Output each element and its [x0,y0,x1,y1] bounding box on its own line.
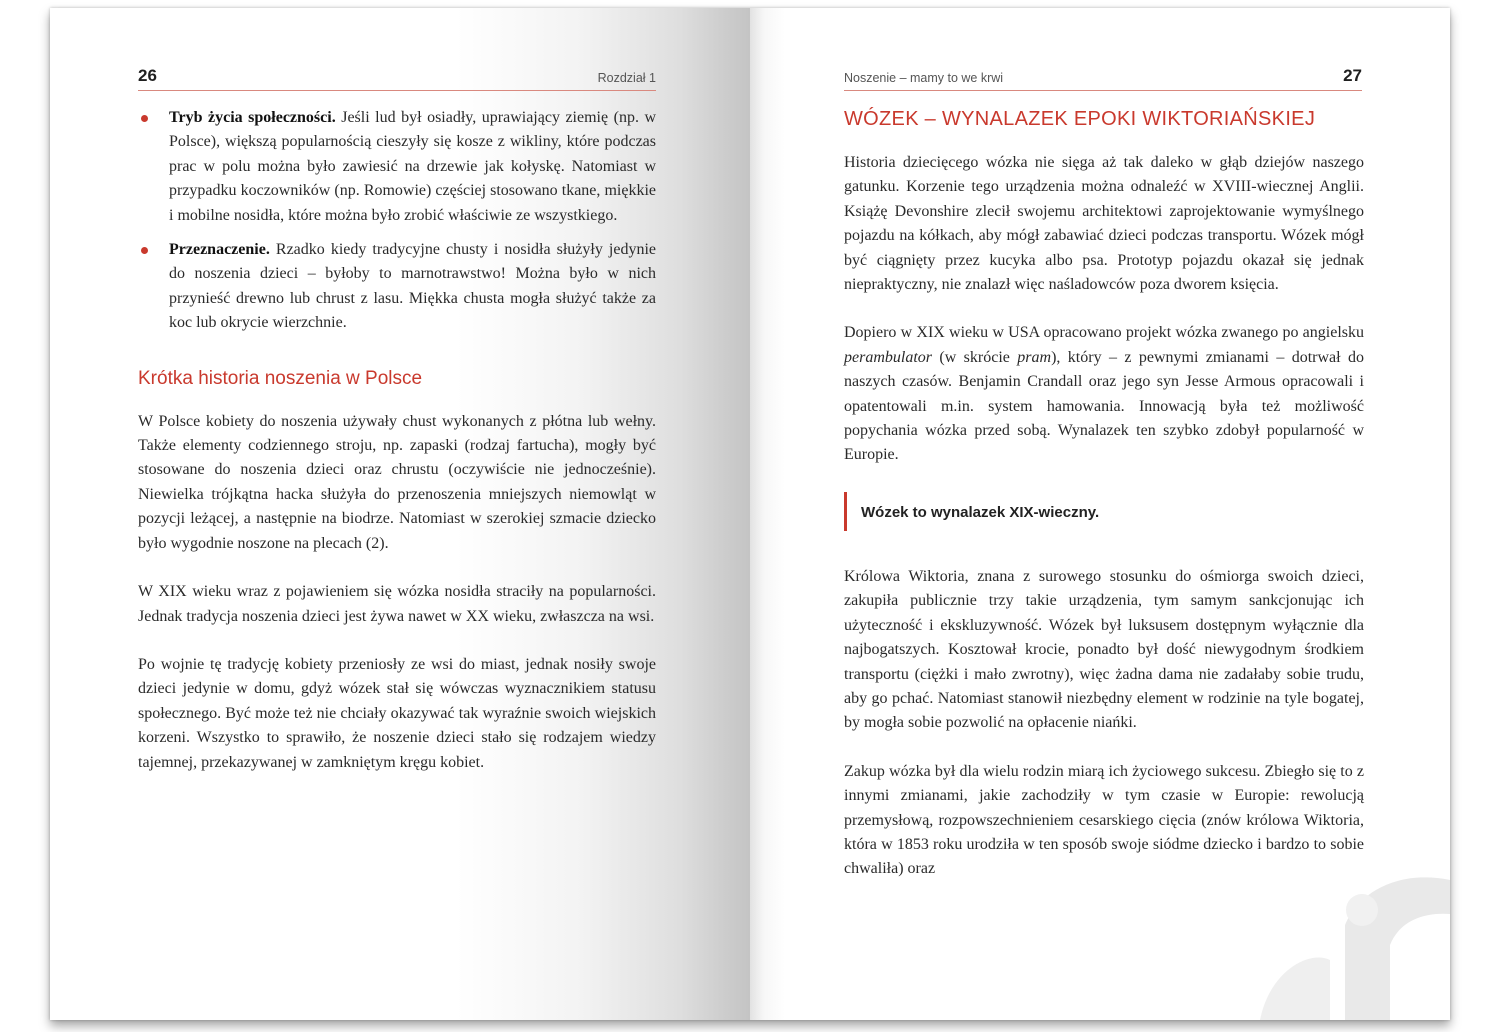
paragraph: Historia dziecięcego wózka nie sięga aż tak daleko w głąb dziejów naszego gatunku. Korzenie tego urządzenia można odnaleźć w XVIII-wiecznej Anglii. Książę Devonshire zlecił swojemu architektowi zaprojektowanie wymyślnego pojazdu na kółkach, aby mógł zabawiać dzieci podczas transportu. Wózek mógł być ciągnięty przez kucyka albo psa. Prototyp pojazdu okazał się jednak niepraktyczny, nie znalazł więc naśladowców poza dworem księcia. [844,154,1364,294]
open-book [50,8,1450,1020]
callout-box: Wózek to wynalazek XIX-wieczny. [844,492,1364,531]
running-header-left: Rozdział 1 [597,71,656,85]
italic-term: perambulator [844,348,932,366]
left-page-header [138,62,656,91]
right-page-content [844,108,1364,882]
italic-term: pram [1017,348,1052,366]
bullet-text: Jeśli lud był osiadły, uprawiający ziemię (np. w Polsce), większą popularnością cieszyły się kosze z wikliny, które podczas prac w polu można było zawiesić na drzewie jak kołyskę. Natomiast w przypadku koczowników (np. Romowie) częściej stosowano tkane, miękkie i mobilne nosidła, które można było zrobić właściwie ze wszystkiego. [169,109,657,224]
paragraph: Królowa Wiktoria, znana z surowego stosunku do ośmiorga swoich dzieci, zakupiła publicznie trzy takie urządzenia, tym samym sankcjonując ich użyteczność i ekskluzywność. Wózek był luksusem dostępnym wyłącznie dla najbogatszych. Kosztował krocie, ponadto był dość niewygodnym środkiem transportu (ciężki i mało zwrotny), więc żadna dama nie zadałaby sobie trudu, aby go pchać. Natomiast stanowił niezbędny element w rodzinie na tyle bogatej, by mogła sobie pozwolić na opłacenie niańki. [844,567,1364,732]
chapter-heading: WÓZEK – WYNALAZEK EPOKI WIKTORIAŃSKIEJ [844,108,1316,130]
right-page [750,8,1450,1020]
page-number-left: 26 [138,66,157,85]
watermark-logo-icon [1250,850,1450,1020]
bullet-dot-icon [141,115,148,122]
text-run: (w skrócie [932,348,1018,366]
running-header-right: Noszenie – mamy to we krwi [844,71,1004,85]
text-run: ), który – z pewnymi zmianami – dotrwał do naszych czasów. Benjamin Crandall oraz jego syn Jesse Armous opracowali i opatentowali m.in. system hamowania. Innowacją była też możliwość popychania wózka przed sobą. Wynalazek ten szybko zdobył popularność w Europie. [844,348,1364,464]
section-heading: Krótka historia noszenia w Polsce [138,367,423,389]
list-item [138,238,656,336]
list-item [138,106,656,228]
text-run: Dopiero w XIX wieku w USA opracowano projekt wózka zwanego po angielsku [844,324,1364,342]
left-page [50,8,750,1020]
bullet-dot-icon [141,247,148,254]
right-page-header [844,62,1362,91]
paragraph: W XIX wieku wraz z pojawieniem się wózka nosidła straciły na popularności. Jednak tradycja noszenia dzieci jest żywa nawet w XX wieku, zwłaszcza na wsi. [138,583,656,625]
bullet-term: Tryb życia społeczności. [169,109,336,126]
bullet-list [138,106,656,336]
paragraph: W Polsce kobiety do noszenia używały chust wykonanych z płótna lub wełny. Także elementy codziennego stroju, np. zapaski (rodzaj fartucha), mogły być stosowane do noszenia dzieci oraz chrustu (oczywiście nie jednocześnie). Niewielka trójkątna hacka służyła do przenoszenia mniejszych niemowląt w pozycji leżącej, a następnie na biodrze. Natomiast w szerokiej szmacie dziecko było wygodnie noszone na plecach (2). [138,412,656,552]
paragraph: Po wojnie tę tradycję kobiety przeniosły ze wsi do miast, jednak nosiły swoje dzieci jedynie w domu, gdyż wózek stał się wówczas wyznacznikiem statusu społecznego. Być może też nie chciały okazywać tak wyraźnie swoich wiejskich korzeni. Wszystko to sprawiło, że noszenie dzieci stało się rodzajem wiedzy tajemnej, przekazywanej w zamkniętym kręgu kobiet. [138,655,656,771]
page-number-right: 27 [1343,66,1362,85]
bullet-term: Przeznaczenie. [169,241,270,259]
left-page-content [138,106,656,775]
bullet-text: Rzadko kiedy tradycyjne chusty i nosidła służyły jedynie do noszenia dzieci – byłoby to marnotrawstwo! Można było w nich przynieść drewno lub chrust z lasu. Miękka chusta mogła służyć także za koc lub okrycie wierzchnie. [169,241,656,332]
paragraph: Zakup wózka był dla wielu rodzin miarą ich życiowego sukcesu. Zbiegło się to z innymi zmianami, jakie zachodziły w tym czasie w Europie: rewolucją przemysłową, rozpowszechnieniem cesarskiego cięcia (znów królowa Wiktoria, która w 1853 roku urodziła w ten sposób swoje siódme dziecko i bardzo to sobie chwaliła) oraz [844,762,1364,878]
paragraph [844,321,1364,467]
